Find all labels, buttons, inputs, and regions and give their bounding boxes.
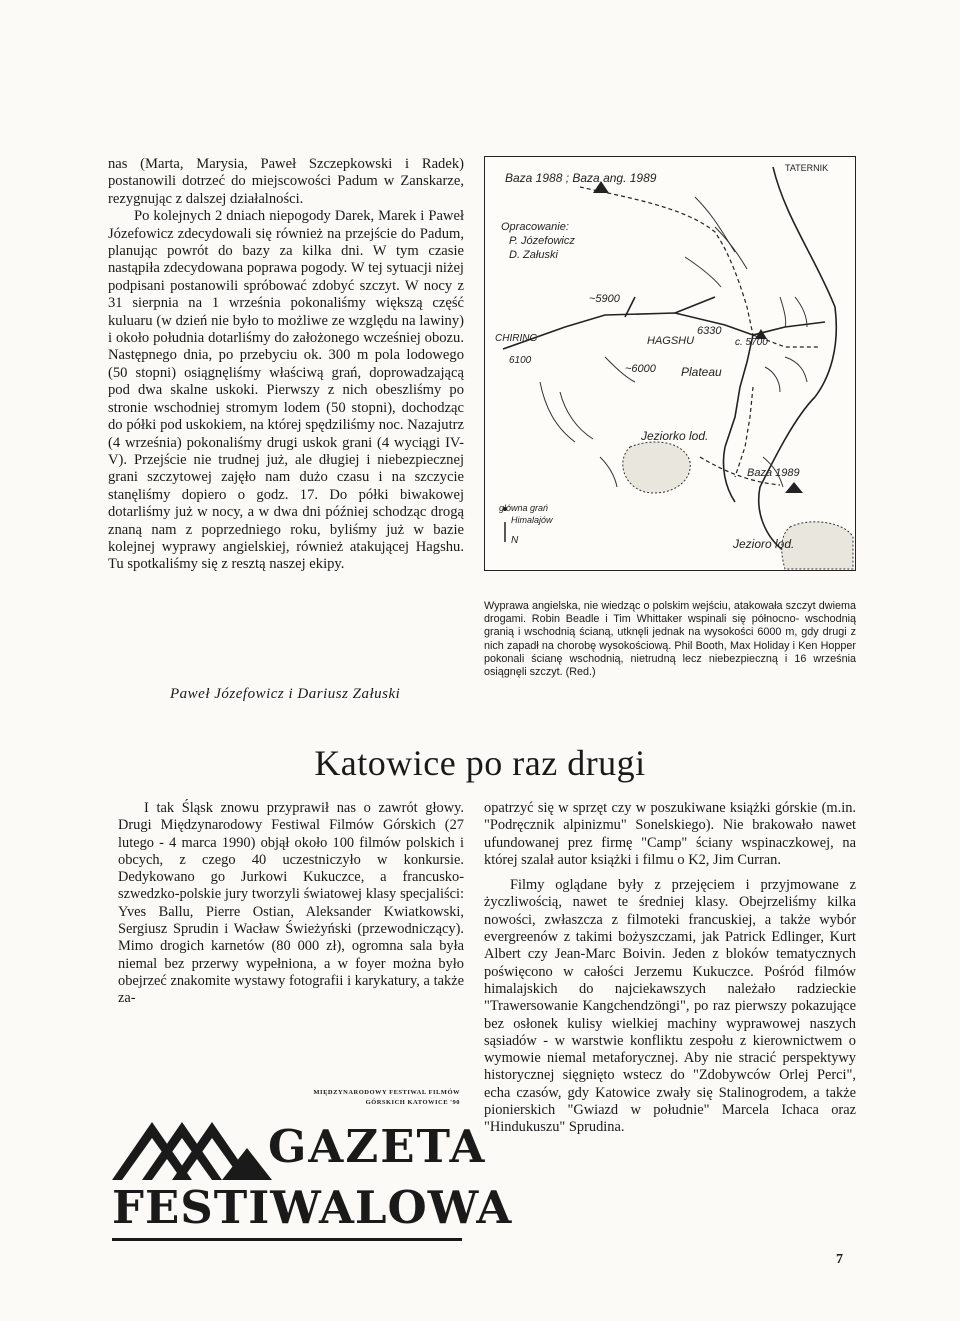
map-label: CHIRING bbox=[495, 333, 538, 344]
map-label: HAGSHU bbox=[647, 335, 695, 347]
map-credit-label: Opracowanie: bbox=[501, 221, 569, 233]
paragraph: nas (Marta, Marysia, Paweł Szczepkowski i Radek) postanowili dotrzeć do miejscowości Padum w Zanskarze, rezygnując z dalszej działalności. bbox=[108, 156, 464, 207]
map-caption: Wyprawa angielska, nie wiedząc o polskim wejściu, atakowała szczyt dwiema drogami. Robin Beadle i Tim Whittaker wspinali się północno- wschodnią granią i wschodnią ścianą, utknęli jednak na wysokości 6000 m, gdy drugi z nich zapadł na chorobę wysokościową. Phil Booth, Max Holiday i Ken Hopper pokonali ścianę wschodnią, nietrudną lecz niebezpieczną i 16 września osiągnęli szczyt. (Red.) bbox=[484, 600, 856, 679]
logo-tagline-line: MIĘDZYNARODOWY FESTIWAL FILMÓW bbox=[313, 1089, 460, 1096]
map-label: 6330 bbox=[697, 325, 722, 337]
map-label: główna grań bbox=[499, 503, 549, 513]
route-map bbox=[484, 156, 856, 571]
map-label: Baza 1989 bbox=[747, 467, 800, 479]
logo-word-gazeta: GAZETA bbox=[268, 1120, 487, 1173]
ridge-line bbox=[773, 167, 836, 397]
map-label: Himalajów bbox=[511, 515, 553, 525]
map-label: Jeziorko lod. bbox=[641, 429, 709, 443]
camp-1989-icon bbox=[785, 482, 803, 493]
logo-tagline-line: GÓRSKICH KATOWICE '90 bbox=[365, 1099, 460, 1106]
paragraph: Filmy oglądane były z przejęciem i przyjmowane z życzliwością, nawet te średniej klasy. Obejrzeliśmy kilka nowości, zwłaszcza z filmoteki francuskiej, a także wybór evergreenów z takimi bożyszczami, jak Patrick Edlinger, Kurt Albert czy Jean-Marc Boivin. Jeden z bloków tematycznych poświęcono w całości Jerzemu Kukuczce. Pośród filmów himalajskich do najciekawszych należało radzieckie "Trawersowanie Kangchendzöngi", po raz pierwszy pokazujące bez osłonek kulisy wielkiej machiny wyprawowej naszych sąsiadów - w warstwie konfliktu zespołu z kierownictwem o wymowie niemal metaforycznej. Aby nie stracić perspektywy historycznej sięgnięto wstecz do "Zdobywców Orlej Perci", echa czasów, gdy Katowice zwały się Stalinogrodem, a także pionierskich "Gwiazd w południe" Marcela Ichaca oraz "Hindukuszu" Sprudina. bbox=[484, 877, 856, 1136]
map-label: Jezioro lod. bbox=[733, 537, 795, 551]
paragraph: I tak Śląsk znowu przyprawił nas o zawrót głowy. Drugi Międzynarodowy Festiwal Filmów Górskich (27 lutego - 4 marca 1990) objął około 100 filmów polskich i obcych, z czego 40 uczestniczyło w konkursie. Dedykowano go Jurkowi Kukuczce, a francusko-szwedzko-polskie jury tworzyli światowej klasy specjaliści: Yves Ballu, Pierre Ostian, Aleksander Kwiatkowski, Sergiusz Sprudin i Wacław Świeżyński (przewodniczący). Mimo drogich karnetów (80 000 zł), ogromna sala była niemal bez przerwy wypełniona, a w foyer można było obejrzeć znakomite wystawy fotografii i karykatury, a także za- bbox=[118, 800, 464, 1007]
map-publication: TATERNIK bbox=[785, 163, 829, 173]
lake-small bbox=[623, 442, 690, 493]
ridge-line bbox=[675, 297, 715, 313]
map-label: ~6000 bbox=[625, 363, 656, 375]
logo-tagline bbox=[250, 1088, 460, 1108]
ridge-line bbox=[753, 322, 825, 335]
page-number: 7 bbox=[836, 1252, 843, 1267]
map-label-baza: Baza 1988 ; Baza ang. 1989 bbox=[505, 171, 657, 185]
map-label: Plateau bbox=[681, 365, 722, 379]
author-signature: Paweł Józefowicz i Dariusz Załuski bbox=[170, 686, 401, 702]
paragraph: Po kolejnych 2 dniach niepogody Darek, Marek i Paweł Józefowicz zdecydowali się również na przejście do Padum, planując powrót do bazy za kilka dni. W tym czasie nastąpiła zdecydowana poprawa pogody. W tej sytuacji niżej podpisani postanowili spróbować zdobyć szczyt. W nocy z 31 sierpnia na 1 września pokonaliśmy większą część kuluaru (w dzień nie było to możliwe ze względu na lawiny) i około południa dotarliśmy do założonego wcześniej obozu. Następnego dnia, po przebyciu ok. 300 m pola lodowego (50 stopni) osiągnęliśmy właściwą grań, doprowadzającą pod dwa skalne uskoki. Pierwszy z nich obeszliśmy po stronie wschodniej stromym lodem (50 stopni), dochodząc do półki pod uskokiem, na której spędziliśmy noc. Nazajutrz (4 września) pokonaliśmy drugi uskok grani (4 wyciągi IV-V). Przejście nie trudnej już, ale długiej i niebezpiecznej grani szczytowej zajęło nam dużo czasu i na szczycie stanęliśmy dopiero o godz. 17. Do półki biwakowej dotarliśmy już w nocy, a w dwa dni później schodząc drogą znaną nam z poprzedniego roku, byliśmy już w bazie kolejnej wyprawy angielskiej, również atakującej Hagshu. Tu spotkaliśmy się z resztą naszej ekipy. bbox=[108, 208, 464, 573]
ridge-line bbox=[723, 447, 735, 502]
article-column-left bbox=[118, 800, 464, 1008]
ridge-line bbox=[725, 335, 753, 447]
article-headline: Katowice po raz drugi bbox=[314, 743, 646, 783]
map-label: ~5900 bbox=[589, 293, 620, 305]
map-label: c. 5700 bbox=[735, 337, 768, 348]
map-credit-name: P. Józefowicz bbox=[509, 235, 575, 247]
paragraph: opatrzyć się w sprzęt czy w poszukiwane książki górskie (m.in. "Podręcznik alpinizmu" Sonelskiego). Nie brakowało nawet ufundowanej prez firmę "Camp" ściany wspinaczkowej, na której szalał autor książki i filmu o K2, Jim Curran. bbox=[484, 800, 856, 868]
map-label-north: N bbox=[511, 535, 519, 546]
article-column-right bbox=[484, 800, 856, 1137]
map-label: 6100 bbox=[509, 355, 532, 366]
article-top-column bbox=[108, 156, 464, 574]
map-credit-name: D. Załuski bbox=[509, 249, 558, 261]
logo-word-festiwalowa: FESTIWALOWA bbox=[112, 1181, 513, 1234]
logo-rule bbox=[112, 1238, 462, 1241]
